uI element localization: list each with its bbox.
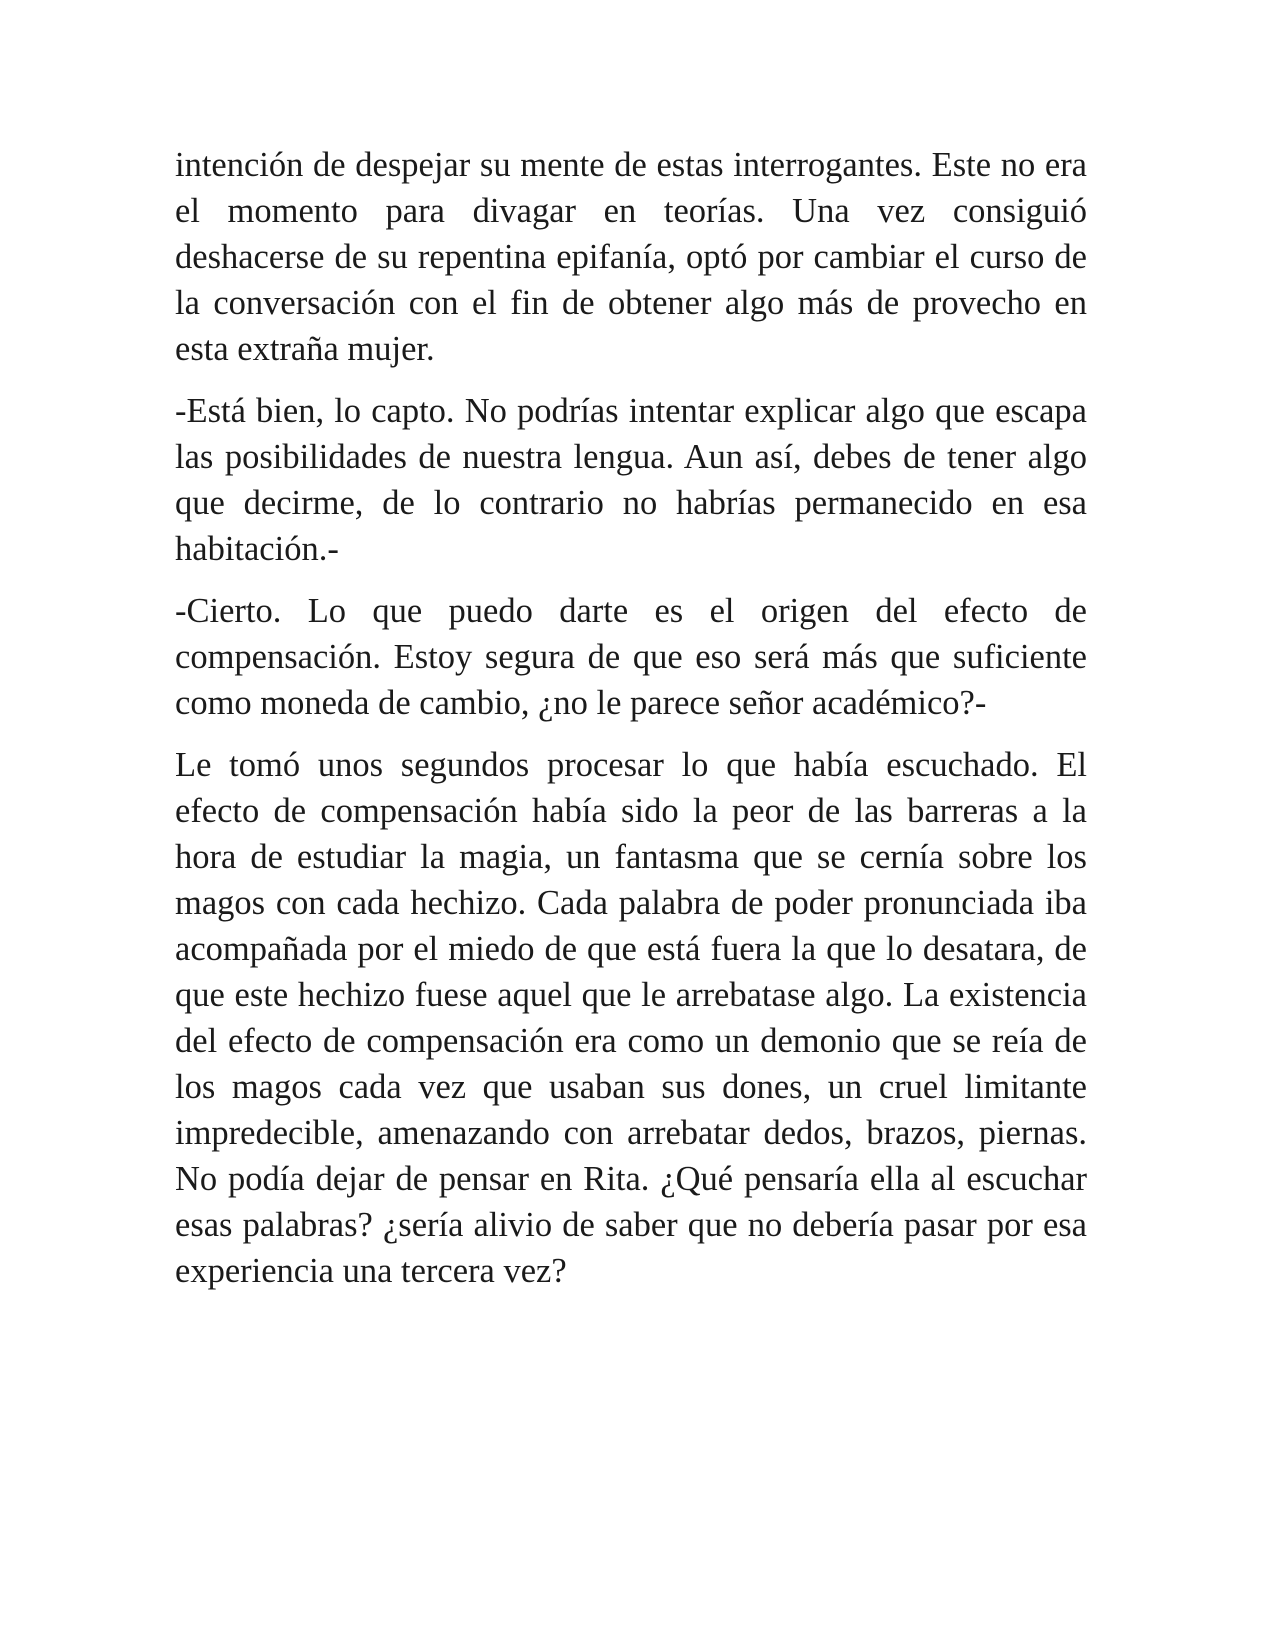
paragraph-2: -Está bien, lo capto. No podrías intentar explicar algo que escapa las posibilidades de nuestra lengua. Aun así, debes de tener algo que decirme, de lo contrario no habrías permanecido en esa habitación.- [175, 392, 1087, 568]
paragraph-4: Le tomó unos segundos procesar lo que había escuchado. El efecto de compensación había sido la peor de las barreras a la hora de estudiar la magia, un fantasma que se cernía sobre los magos con cada hechizo. Cada palabra de poder pronunciada iba acompañada por el miedo de que está fuera la que lo desatara, de que este hechizo fuese aquel que le arrebatase algo. La existencia del efecto de compensación era como un demonio que se reía de los magos cada vez que usaban sus dones, un cruel limitante impredecible, amenazando con arrebatar dedos, brazos, piernas. No podía dejar de pensar en Rita. ¿Qué pensaría ella al escuchar esas palabras? ¿sería alivio de saber que no debería pasar por esa experiencia una tercera vez? [175, 746, 1087, 1290]
paragraph-1: intención de despejar su mente de estas interrogantes. Este no era el momento para divagar en teorías. Una vez consiguió deshacerse de su repentina epifanía, optó por cambiar el curso de la conversación con el fin de obtener algo más de provecho en esta extraña mujer. [175, 146, 1087, 368]
paragraph-3: -Cierto. Lo que puedo darte es el origen del efecto de compensación. Estoy segura de que eso será más que suficiente como moneda de cambio, ¿no le parece señor académico?- [175, 592, 1087, 722]
document-page [175, 142, 1087, 1310]
